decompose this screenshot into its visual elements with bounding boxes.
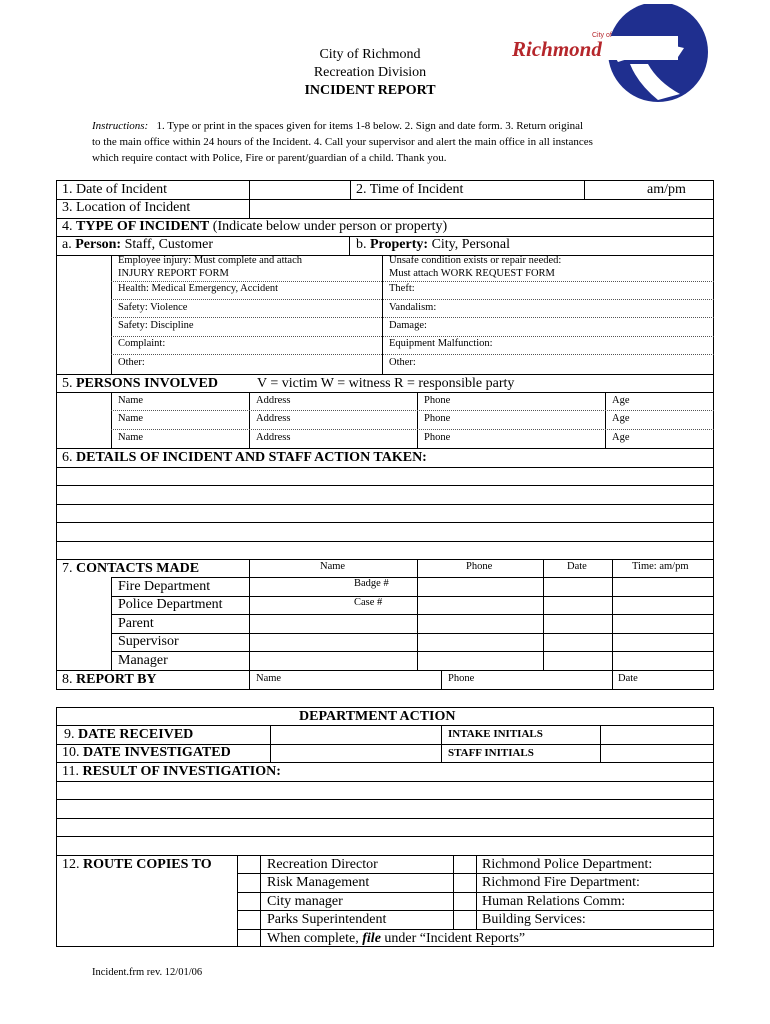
- time-of-incident-label: 2. Time of Incident: [356, 182, 464, 197]
- date-investigated-label: 10. DATE INVESTIGATED: [62, 745, 231, 760]
- route-risk-management: Risk Management: [267, 875, 370, 890]
- location-label: 3. Location of Incident: [62, 200, 191, 215]
- property-item-equipment: Equipment Malfunction:: [389, 338, 493, 349]
- person-item-safety-violence: Safety: Violence: [118, 302, 188, 313]
- contact-manager: Manager: [118, 653, 168, 668]
- details-heading: 6. DETAILS OF INCIDENT AND STAFF ACTION TAKEN:: [62, 450, 427, 465]
- contacts-col-phone: Phone: [466, 561, 493, 572]
- person-row-3-name: Name: [118, 432, 144, 443]
- badge-label: Badge #: [354, 578, 389, 589]
- person-item-safety-discipline: Safety: Discipline: [118, 320, 194, 331]
- person-row-3-phone: Phone: [424, 432, 451, 443]
- contacts-col-name: Name: [320, 561, 346, 572]
- logo-large-text: Richmond: [512, 37, 602, 61]
- contacts-made-heading: 7. CONTACTS MADE: [62, 561, 200, 576]
- route-copies-heading: 12. ROUTE COPIES TO: [62, 857, 212, 872]
- property-item-theft: Theft:: [389, 283, 415, 294]
- person-heading: a. Person: Staff, Customer: [62, 237, 214, 252]
- type-of-incident-heading: 4. TYPE OF INCIDENT (Indicate below under person or property): [62, 219, 448, 234]
- result-of-investigation-label: 11. RESULT OF INVESTIGATION:: [62, 764, 281, 779]
- persons-involved-heading: 5. PERSONS INVOLVED: [62, 376, 218, 391]
- contact-police-department: Police Department: [118, 597, 223, 612]
- richmond-logo: [508, 4, 720, 104]
- intake-initials-label: INTAKE INITIALS: [448, 728, 543, 740]
- department-action-title: DEPARTMENT ACTION: [299, 709, 456, 724]
- route-fire-department: Richmond Fire Department:: [482, 875, 640, 890]
- route-checkbox-recreation-director[interactable]: [238, 856, 260, 873]
- case-label: Case #: [354, 597, 383, 608]
- ampm-label: am/pm: [647, 182, 686, 197]
- contacts-col-date: Date: [567, 561, 587, 572]
- person-item-health: Health: Medical Emergency, Accident: [118, 283, 279, 294]
- route-checkbox-risk-management[interactable]: [238, 874, 260, 892]
- person-row-1-age: Age: [612, 395, 630, 406]
- date-received-label: 9. DATE RECEIVED: [64, 727, 194, 742]
- instructions: [92, 118, 692, 166]
- route-parks-superintendent: Parks Superintendent: [267, 912, 387, 927]
- person-item-injury-report: INJURY REPORT FORM: [118, 268, 229, 279]
- route-checkbox-parks-superintendent[interactable]: [238, 911, 260, 929]
- instructions-line-3: which require contact with Police, Fire or parent/guardian of a child. Thank you.: [92, 152, 447, 164]
- staff-initials-label: STAFF INITIALS: [448, 747, 534, 759]
- person-row-3-address: Address: [256, 432, 291, 443]
- route-building-services: Building Services:: [482, 912, 586, 927]
- person-item-other: Other:: [118, 357, 145, 368]
- property-item-unsafe: Unsafe condition exists or repair needed:: [389, 255, 562, 266]
- route-recreation-director: Recreation Director: [267, 857, 378, 872]
- instructions-line-2: to the main office within 24 hours of the Incident. 4. Call your supervisor and alert the main office in all instances: [92, 136, 593, 148]
- date-of-incident-field[interactable]: [250, 181, 349, 199]
- person-row-1-name: Name: [118, 395, 144, 406]
- details-field[interactable]: [57, 468, 713, 559]
- contact-parent: Parent: [118, 616, 154, 631]
- file-instruction: When complete, file under “Incident Reports”: [267, 931, 526, 946]
- route-police-department: Richmond Police Department:: [482, 857, 653, 872]
- route-checkbox-police[interactable]: [454, 856, 476, 873]
- person-row-2-phone: Phone: [424, 413, 451, 424]
- location-field[interactable]: [250, 200, 713, 218]
- route-checkbox-fire[interactable]: [454, 874, 476, 892]
- person-row-1-address: Address: [256, 395, 291, 406]
- route-checkbox-human-relations[interactable]: [454, 893, 476, 910]
- route-human-relations: Human Relations Comm:: [482, 894, 626, 909]
- property-item-damage: Damage:: [389, 320, 427, 331]
- report-by-heading: 8. REPORT BY: [62, 672, 157, 687]
- route-checkbox-building-services[interactable]: [454, 911, 476, 929]
- person-row-2-age: Age: [612, 413, 630, 424]
- person-row-1-phone: Phone: [424, 395, 451, 406]
- logo-small-text: City of: [592, 32, 612, 39]
- contact-fire-department: Fire Department: [118, 579, 211, 594]
- division-name: Recreation Division: [313, 65, 427, 80]
- property-item-work-request: Must attach WORK REQUEST FORM: [389, 268, 555, 279]
- person-row-3-age: Age: [612, 432, 630, 443]
- person-item-complaint: Complaint:: [118, 338, 166, 349]
- person-row-2-name: Name: [118, 413, 144, 424]
- route-city-manager: City manager: [267, 894, 343, 909]
- person-item-employee-injury: Employee injury: Must complete and attach: [118, 255, 302, 266]
- property-item-vandalism: Vandalism:: [389, 302, 437, 313]
- result-field[interactable]: [57, 782, 713, 854]
- contacts-col-time: Time: am/pm: [632, 561, 689, 572]
- report-col-date: Date: [618, 673, 638, 684]
- persons-legend: V = victim W = witness R = responsible party: [257, 376, 515, 391]
- form-revision: Incident.frm rev. 12/01/06: [92, 967, 203, 978]
- person-row-2-address: Address: [256, 413, 291, 424]
- city-name: City of Richmond: [319, 47, 421, 62]
- date-of-incident-label: 1. Date of Incident: [62, 182, 167, 197]
- form-title: INCIDENT REPORT: [304, 83, 436, 98]
- route-checkbox-city-manager[interactable]: [238, 893, 260, 910]
- property-heading: b. Property: City, Personal: [356, 237, 510, 252]
- instructions-label: Instructions:: [92, 120, 149, 132]
- report-col-phone: Phone: [448, 673, 475, 684]
- instructions-line-1: 1. Type or print in the spaces given for items 1-8 below. 2. Sign and date form. 3. Return original: [156, 120, 584, 132]
- property-item-other: Other:: [389, 357, 416, 368]
- report-col-name: Name: [256, 673, 282, 684]
- contact-supervisor: Supervisor: [118, 634, 179, 649]
